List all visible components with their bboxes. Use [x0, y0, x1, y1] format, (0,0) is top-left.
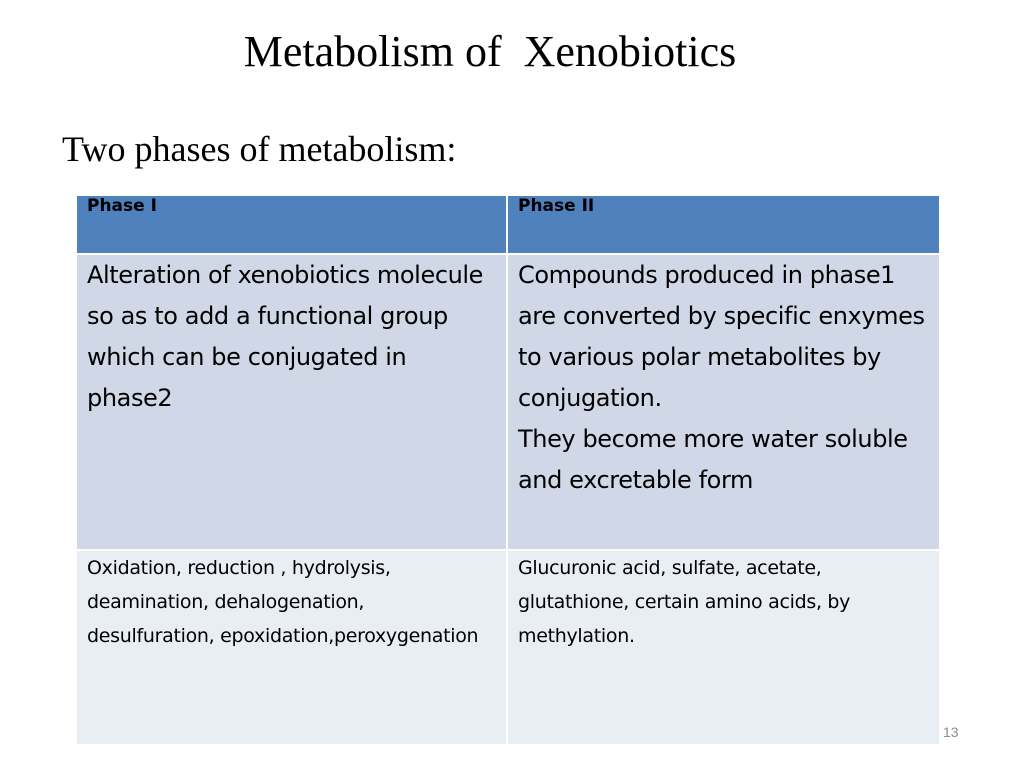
phase-1-description — [77, 254, 507, 550]
phase-1-examples: Oxidation, reduction , hydrolysis, deamination, dehalogenation, desulfuration, epoxidation,peroxygenation — [77, 550, 507, 744]
phase-2-description-line-2: They become more water soluble and excretable form — [518, 425, 908, 494]
header-phase-1: Phase I — [77, 196, 507, 254]
table-header-row — [77, 196, 939, 254]
slide-subtitle: Two phases of metabolism: — [62, 129, 457, 169]
phase-1-description-text: Alteration of xenobiotics molecule so as to add a functional group which can be conjugated in phase2 — [87, 261, 484, 412]
page-number: 13 — [943, 724, 959, 740]
phase-2-examples: Glucuronic acid, sulfate, acetate, glutathione, certain amino acids, by methylation. — [507, 550, 939, 744]
phase-2-description-line-1: Compounds produced in phase1 are converted by specific enxymes to various polar metabolites by conjugation. — [518, 261, 925, 412]
slide-title: Metabolism of Xenobiotics — [243, 27, 737, 76]
table-row-description — [77, 254, 939, 550]
table-row-examples — [77, 550, 939, 744]
phase-2-description — [507, 254, 939, 550]
phases-table — [77, 196, 939, 744]
header-phase-2: Phase II — [507, 196, 939, 254]
